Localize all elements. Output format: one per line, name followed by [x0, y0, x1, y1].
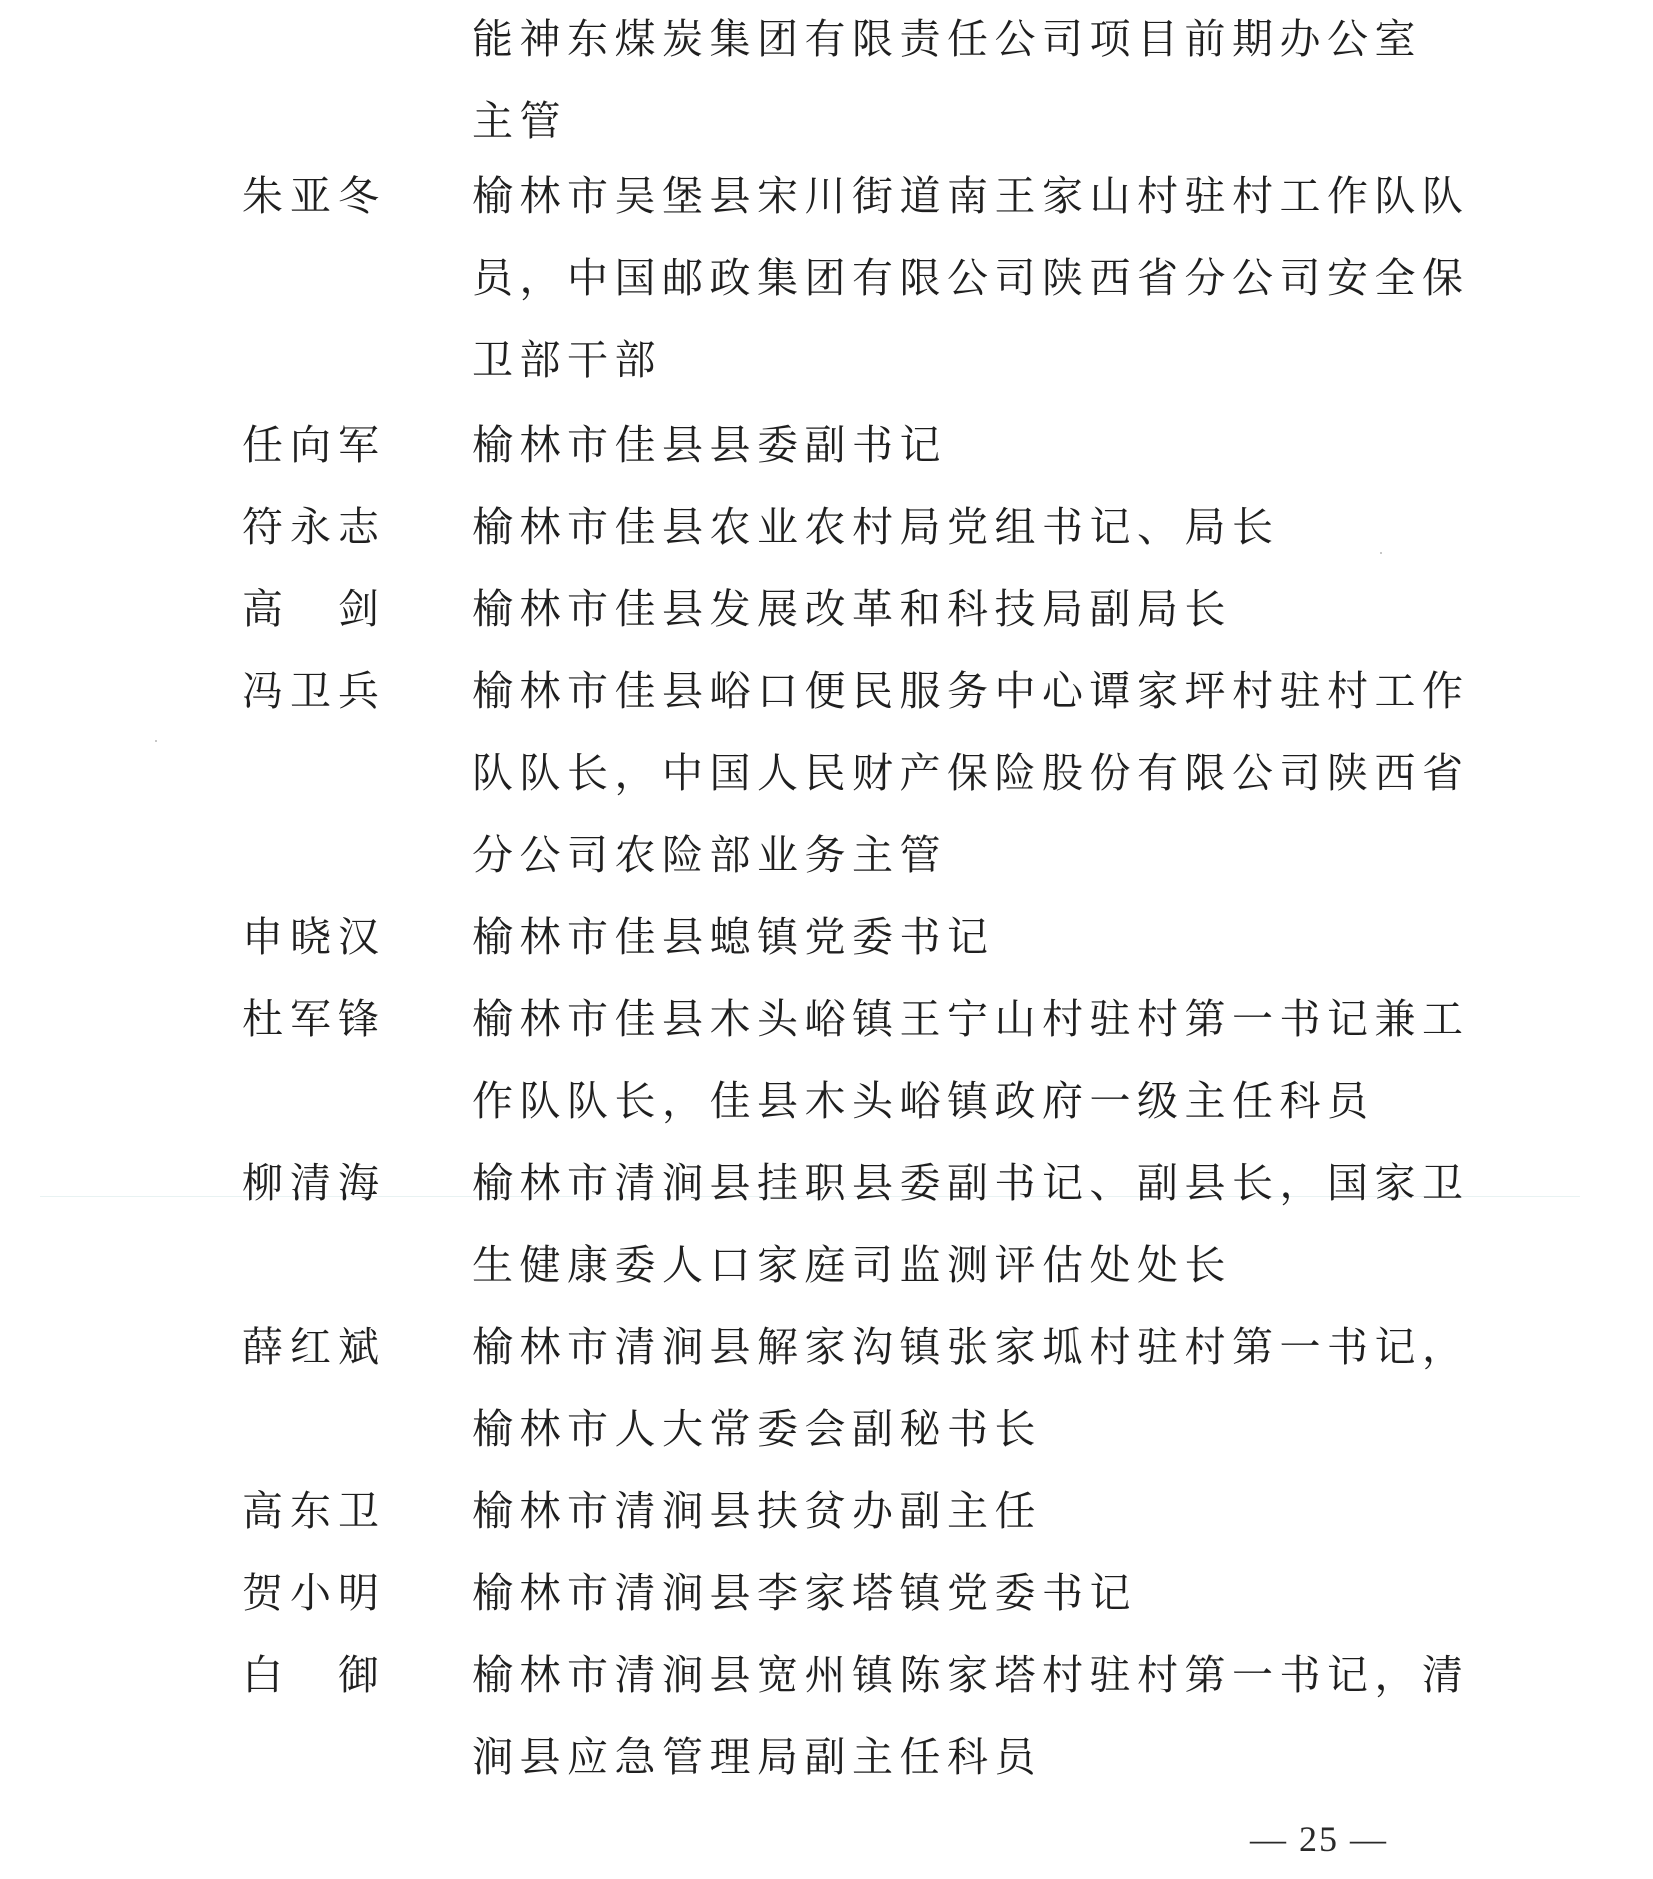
description-line: 能神东煤炭集团有限责任公司项目前期办公室 [472, 15, 1422, 63]
personnel-entry [0, 1142, 1653, 1306]
position-description [472, 486, 1487, 568]
personnel-entry [0, 404, 1653, 486]
position-description [472, 1142, 1487, 1306]
person-name: 白 御 [242, 1651, 386, 1699]
personnel-entry [0, 486, 1653, 568]
position-description [472, 404, 1487, 486]
personnel-entry [0, 1306, 1653, 1470]
description-line: 榆林市清涧县解家沟镇张家坬村驻村第一书记， [472, 1323, 1470, 1371]
position-description [472, 896, 1487, 978]
description-line: 生健康委人口家庭司监测评估处处长 [472, 1241, 1232, 1289]
person-name: 符永志 [242, 503, 386, 551]
description-line: 作队队长，佳县木头峪镇政府一级主任科员 [472, 1077, 1375, 1125]
personnel-entry [0, 0, 1653, 162]
description-line: 榆林市清涧县扶贫办副主任 [472, 1487, 1042, 1535]
person-name: 冯卫兵 [242, 667, 386, 715]
description-line: 榆林市佳县发展改革和科技局副局长 [472, 585, 1232, 633]
description-line: 队队长，中国人民财产保险股份有限公司陕西省 [472, 749, 1470, 797]
description-line: 涧县应急管理局副主任科员 [472, 1733, 1042, 1781]
person-name: 高 剑 [242, 585, 386, 633]
description-line: 主管 [472, 97, 567, 145]
person-name: 高东卫 [242, 1487, 386, 1535]
position-description [472, 1634, 1487, 1798]
person-name: 贺小明 [242, 1569, 386, 1617]
personnel-entry [0, 650, 1653, 896]
person-name: 申晓汉 [242, 913, 386, 961]
position-description [472, 1552, 1487, 1634]
position-description [472, 0, 1487, 162]
position-description [472, 1470, 1487, 1552]
position-description [472, 650, 1487, 896]
personnel-entry [0, 155, 1653, 401]
description-line: 榆林市佳县螅镇党委书记 [472, 913, 995, 961]
description-line: 榆林市人大常委会副秘书长 [472, 1405, 1042, 1453]
position-description [472, 155, 1487, 401]
person-name: 杜军锋 [242, 995, 386, 1043]
personnel-entry [0, 978, 1653, 1142]
person-name: 柳清海 [242, 1159, 386, 1207]
description-line: 榆林市清涧县挂职县委副书记、副县长，国家卫 [472, 1159, 1470, 1207]
personnel-entry [0, 1552, 1653, 1634]
person-name: 朱亚冬 [242, 172, 386, 220]
description-line: 榆林市清涧县李家塔镇党委书记 [472, 1569, 1137, 1617]
description-line: 榆林市佳县县委副书记 [472, 421, 947, 469]
personnel-entry [0, 1634, 1653, 1798]
personnel-entry [0, 896, 1653, 978]
page-number: — 25 — [1250, 1819, 1388, 1859]
description-line: 榆林市佳县峪口便民服务中心谭家坪村驻村工作 [472, 667, 1470, 715]
description-line: 榆林市佳县木头峪镇王宁山村驻村第一书记兼工 [472, 995, 1470, 1043]
description-line: 榆林市吴堡县宋川街道南王家山村驻村工作队队 [472, 172, 1470, 220]
description-line: 榆林市清涧县宽州镇陈家塔村驻村第一书记，清 [472, 1651, 1470, 1699]
position-description [472, 1306, 1487, 1470]
description-line: 分公司农险部业务主管 [472, 831, 947, 879]
personnel-entry [0, 1470, 1653, 1552]
position-description [472, 978, 1487, 1142]
description-line: 员，中国邮政集团有限公司陕西省分公司安全保 [472, 254, 1470, 302]
description-line: 榆林市佳县农业农村局党组书记、局长 [472, 503, 1280, 551]
position-description [472, 568, 1487, 650]
person-name: 薛红斌 [242, 1323, 386, 1371]
person-name: 任向军 [242, 421, 386, 469]
personnel-entry [0, 568, 1653, 650]
description-line: 卫部干部 [472, 336, 662, 384]
